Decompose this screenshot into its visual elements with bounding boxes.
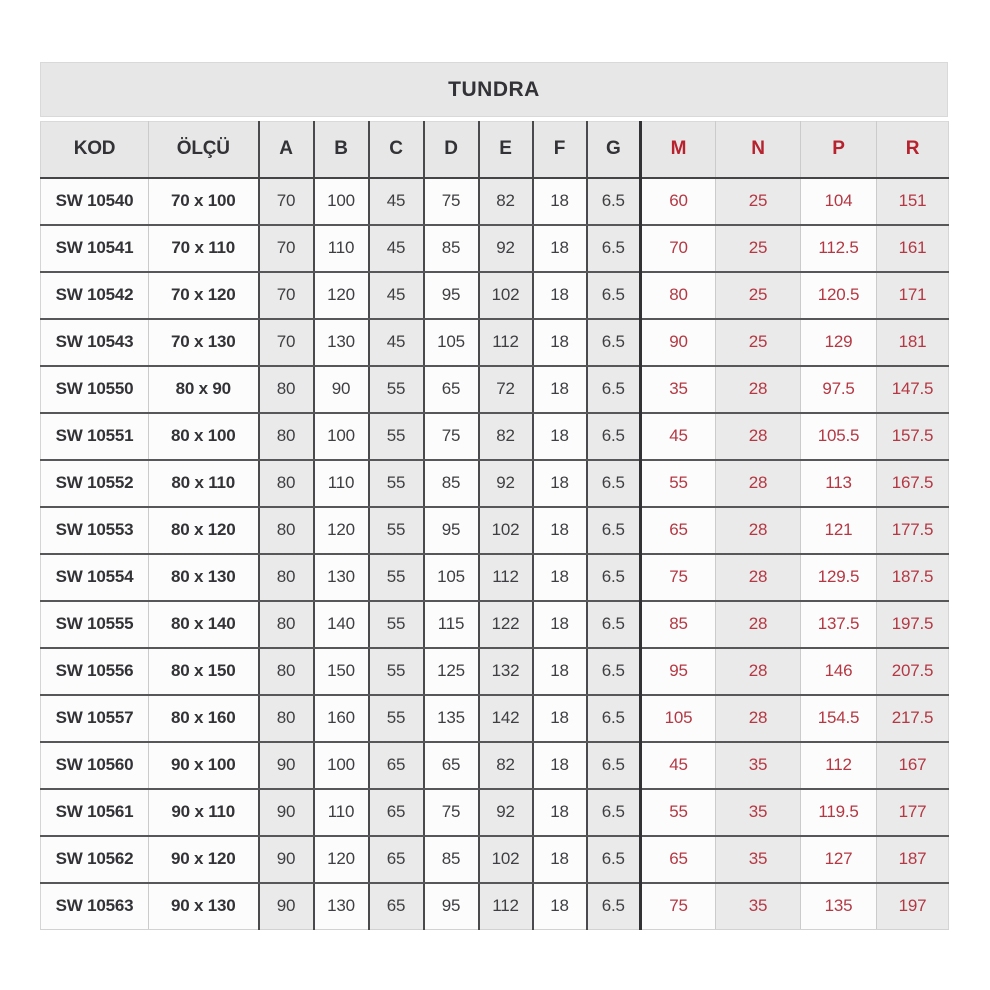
cell-e: 112 xyxy=(479,554,533,601)
cell-r: 187 xyxy=(877,836,949,883)
cell-e: 112 xyxy=(479,883,533,930)
table-row xyxy=(41,554,949,601)
cell-e: 82 xyxy=(479,178,533,225)
cell-n: 28 xyxy=(716,695,801,742)
table-row xyxy=(41,225,949,272)
table-row xyxy=(41,413,949,460)
cell-d: 75 xyxy=(424,413,479,460)
cell-kod: SW 10550 xyxy=(41,366,149,413)
cell-d: 115 xyxy=(424,601,479,648)
cell-d: 85 xyxy=(424,225,479,272)
cell-b: 160 xyxy=(314,695,369,742)
cell-r: 161 xyxy=(877,225,949,272)
cell-n: 35 xyxy=(716,836,801,883)
cell-olcu: 70 x 130 xyxy=(149,319,259,366)
cell-d: 65 xyxy=(424,742,479,789)
cell-m: 65 xyxy=(641,836,716,883)
cell-olcu: 70 x 120 xyxy=(149,272,259,319)
cell-m: 60 xyxy=(641,178,716,225)
cell-g: 6.5 xyxy=(587,695,641,742)
cell-p: 146 xyxy=(801,648,877,695)
cell-b: 110 xyxy=(314,225,369,272)
cell-p: 112.5 xyxy=(801,225,877,272)
cell-f: 18 xyxy=(533,883,587,930)
cell-f: 18 xyxy=(533,178,587,225)
table-row xyxy=(41,319,949,366)
cell-c: 65 xyxy=(369,836,424,883)
cell-a: 80 xyxy=(259,366,314,413)
spec-table-container xyxy=(40,62,948,930)
cell-r: 167.5 xyxy=(877,460,949,507)
cell-g: 6.5 xyxy=(587,413,641,460)
cell-m: 35 xyxy=(641,366,716,413)
header-row xyxy=(41,122,949,178)
cell-g: 6.5 xyxy=(587,178,641,225)
table-row xyxy=(41,789,949,836)
cell-a: 90 xyxy=(259,836,314,883)
cell-b: 110 xyxy=(314,460,369,507)
cell-d: 75 xyxy=(424,789,479,836)
cell-kod: SW 10540 xyxy=(41,178,149,225)
cell-olcu: 80 x 150 xyxy=(149,648,259,695)
cell-m: 55 xyxy=(641,789,716,836)
cell-d: 75 xyxy=(424,178,479,225)
cell-c: 45 xyxy=(369,178,424,225)
cell-r: 151 xyxy=(877,178,949,225)
cell-c: 45 xyxy=(369,272,424,319)
cell-d: 125 xyxy=(424,648,479,695)
cell-e: 112 xyxy=(479,319,533,366)
cell-b: 100 xyxy=(314,413,369,460)
table-row xyxy=(41,883,949,930)
cell-e: 122 xyxy=(479,601,533,648)
cell-n: 35 xyxy=(716,789,801,836)
cell-a: 70 xyxy=(259,272,314,319)
cell-r: 147.5 xyxy=(877,366,949,413)
cell-n: 25 xyxy=(716,272,801,319)
cell-b: 130 xyxy=(314,554,369,601)
cell-c: 55 xyxy=(369,366,424,413)
cell-f: 18 xyxy=(533,272,587,319)
cell-kod: SW 10561 xyxy=(41,789,149,836)
cell-r: 217.5 xyxy=(877,695,949,742)
cell-f: 18 xyxy=(533,601,587,648)
cell-p: 105.5 xyxy=(801,413,877,460)
cell-kod: SW 10560 xyxy=(41,742,149,789)
cell-a: 80 xyxy=(259,460,314,507)
cell-f: 18 xyxy=(533,554,587,601)
cell-m: 85 xyxy=(641,601,716,648)
cell-d: 85 xyxy=(424,460,479,507)
cell-a: 90 xyxy=(259,742,314,789)
table-row xyxy=(41,695,949,742)
cell-c: 55 xyxy=(369,554,424,601)
column-header-kod: KOD xyxy=(41,122,149,178)
cell-olcu: 80 x 140 xyxy=(149,601,259,648)
table-row xyxy=(41,507,949,554)
cell-p: 137.5 xyxy=(801,601,877,648)
cell-olcu: 90 x 110 xyxy=(149,789,259,836)
cell-olcu: 80 x 110 xyxy=(149,460,259,507)
cell-n: 25 xyxy=(716,178,801,225)
cell-kod: SW 10556 xyxy=(41,648,149,695)
cell-g: 6.5 xyxy=(587,554,641,601)
cell-g: 6.5 xyxy=(587,225,641,272)
cell-n: 28 xyxy=(716,413,801,460)
cell-g: 6.5 xyxy=(587,601,641,648)
cell-olcu: 80 x 90 xyxy=(149,366,259,413)
cell-r: 177 xyxy=(877,789,949,836)
cell-g: 6.5 xyxy=(587,460,641,507)
cell-c: 65 xyxy=(369,742,424,789)
column-header-e: E xyxy=(479,122,533,178)
cell-c: 65 xyxy=(369,883,424,930)
table-row xyxy=(41,178,949,225)
cell-b: 120 xyxy=(314,836,369,883)
cell-d: 105 xyxy=(424,319,479,366)
table-row xyxy=(41,601,949,648)
cell-e: 82 xyxy=(479,742,533,789)
cell-olcu: 80 x 120 xyxy=(149,507,259,554)
cell-d: 95 xyxy=(424,507,479,554)
column-header-b: B xyxy=(314,122,369,178)
cell-kod: SW 10562 xyxy=(41,836,149,883)
cell-c: 55 xyxy=(369,507,424,554)
cell-e: 102 xyxy=(479,836,533,883)
cell-b: 150 xyxy=(314,648,369,695)
cell-f: 18 xyxy=(533,836,587,883)
cell-kod: SW 10553 xyxy=(41,507,149,554)
table-row xyxy=(41,272,949,319)
table-row xyxy=(41,836,949,883)
cell-a: 80 xyxy=(259,507,314,554)
cell-d: 95 xyxy=(424,883,479,930)
table-title: TUNDRA xyxy=(40,62,948,117)
cell-b: 130 xyxy=(314,883,369,930)
cell-e: 142 xyxy=(479,695,533,742)
cell-m: 105 xyxy=(641,695,716,742)
cell-f: 18 xyxy=(533,413,587,460)
cell-olcu: 80 x 130 xyxy=(149,554,259,601)
cell-b: 140 xyxy=(314,601,369,648)
cell-r: 207.5 xyxy=(877,648,949,695)
cell-n: 35 xyxy=(716,742,801,789)
cell-m: 95 xyxy=(641,648,716,695)
cell-olcu: 90 x 130 xyxy=(149,883,259,930)
cell-r: 187.5 xyxy=(877,554,949,601)
cell-a: 70 xyxy=(259,178,314,225)
cell-e: 102 xyxy=(479,507,533,554)
cell-a: 90 xyxy=(259,789,314,836)
cell-e: 132 xyxy=(479,648,533,695)
cell-r: 197.5 xyxy=(877,601,949,648)
cell-r: 167 xyxy=(877,742,949,789)
cell-m: 65 xyxy=(641,507,716,554)
cell-c: 55 xyxy=(369,648,424,695)
cell-g: 6.5 xyxy=(587,507,641,554)
cell-f: 18 xyxy=(533,460,587,507)
cell-f: 18 xyxy=(533,225,587,272)
cell-olcu: 80 x 160 xyxy=(149,695,259,742)
cell-olcu: 90 x 100 xyxy=(149,742,259,789)
table-row xyxy=(41,648,949,695)
cell-n: 28 xyxy=(716,601,801,648)
table-row xyxy=(41,366,949,413)
column-header-g: G xyxy=(587,122,641,178)
cell-n: 28 xyxy=(716,460,801,507)
cell-b: 90 xyxy=(314,366,369,413)
cell-r: 197 xyxy=(877,883,949,930)
cell-e: 102 xyxy=(479,272,533,319)
cell-r: 177.5 xyxy=(877,507,949,554)
column-header-m: M xyxy=(641,122,716,178)
table-header xyxy=(41,122,949,178)
column-header-a: A xyxy=(259,122,314,178)
cell-r: 171 xyxy=(877,272,949,319)
cell-p: 113 xyxy=(801,460,877,507)
cell-c: 45 xyxy=(369,319,424,366)
cell-c: 65 xyxy=(369,789,424,836)
cell-g: 6.5 xyxy=(587,789,641,836)
cell-e: 92 xyxy=(479,789,533,836)
cell-b: 130 xyxy=(314,319,369,366)
cell-p: 154.5 xyxy=(801,695,877,742)
cell-g: 6.5 xyxy=(587,883,641,930)
cell-p: 104 xyxy=(801,178,877,225)
column-header-r: R xyxy=(877,122,949,178)
cell-e: 72 xyxy=(479,366,533,413)
cell-d: 105 xyxy=(424,554,479,601)
cell-n: 25 xyxy=(716,319,801,366)
cell-a: 80 xyxy=(259,601,314,648)
column-header-n: N xyxy=(716,122,801,178)
cell-m: 80 xyxy=(641,272,716,319)
cell-c: 45 xyxy=(369,225,424,272)
cell-e: 82 xyxy=(479,413,533,460)
cell-d: 65 xyxy=(424,366,479,413)
cell-p: 121 xyxy=(801,507,877,554)
cell-kod: SW 10552 xyxy=(41,460,149,507)
cell-m: 45 xyxy=(641,742,716,789)
cell-olcu: 90 x 120 xyxy=(149,836,259,883)
column-header-c: C xyxy=(369,122,424,178)
cell-f: 18 xyxy=(533,695,587,742)
cell-m: 45 xyxy=(641,413,716,460)
cell-f: 18 xyxy=(533,319,587,366)
cell-r: 181 xyxy=(877,319,949,366)
cell-b: 120 xyxy=(314,272,369,319)
cell-m: 90 xyxy=(641,319,716,366)
cell-p: 127 xyxy=(801,836,877,883)
cell-n: 25 xyxy=(716,225,801,272)
cell-b: 120 xyxy=(314,507,369,554)
cell-n: 28 xyxy=(716,554,801,601)
cell-b: 110 xyxy=(314,789,369,836)
cell-a: 80 xyxy=(259,554,314,601)
cell-n: 28 xyxy=(716,648,801,695)
cell-g: 6.5 xyxy=(587,742,641,789)
cell-p: 97.5 xyxy=(801,366,877,413)
cell-f: 18 xyxy=(533,742,587,789)
cell-m: 55 xyxy=(641,460,716,507)
cell-g: 6.5 xyxy=(587,272,641,319)
cell-b: 100 xyxy=(314,178,369,225)
cell-c: 55 xyxy=(369,601,424,648)
cell-kod: SW 10542 xyxy=(41,272,149,319)
cell-f: 18 xyxy=(533,789,587,836)
cell-kod: SW 10554 xyxy=(41,554,149,601)
cell-c: 55 xyxy=(369,413,424,460)
cell-kod: SW 10555 xyxy=(41,601,149,648)
column-header-d: D xyxy=(424,122,479,178)
cell-a: 80 xyxy=(259,648,314,695)
cell-a: 70 xyxy=(259,319,314,366)
cell-d: 85 xyxy=(424,836,479,883)
cell-g: 6.5 xyxy=(587,366,641,413)
cell-d: 95 xyxy=(424,272,479,319)
cell-olcu: 70 x 100 xyxy=(149,178,259,225)
cell-p: 129 xyxy=(801,319,877,366)
cell-kod: SW 10541 xyxy=(41,225,149,272)
cell-e: 92 xyxy=(479,460,533,507)
spec-table xyxy=(40,121,949,930)
cell-r: 157.5 xyxy=(877,413,949,460)
cell-p: 129.5 xyxy=(801,554,877,601)
cell-c: 55 xyxy=(369,460,424,507)
cell-c: 55 xyxy=(369,695,424,742)
cell-n: 35 xyxy=(716,883,801,930)
cell-olcu: 70 x 110 xyxy=(149,225,259,272)
cell-p: 119.5 xyxy=(801,789,877,836)
cell-kod: SW 10563 xyxy=(41,883,149,930)
cell-g: 6.5 xyxy=(587,836,641,883)
cell-b: 100 xyxy=(314,742,369,789)
cell-f: 18 xyxy=(533,507,587,554)
cell-m: 75 xyxy=(641,554,716,601)
cell-a: 70 xyxy=(259,225,314,272)
cell-a: 80 xyxy=(259,413,314,460)
table-row xyxy=(41,460,949,507)
cell-p: 135 xyxy=(801,883,877,930)
cell-p: 112 xyxy=(801,742,877,789)
column-header-p: P xyxy=(801,122,877,178)
cell-kod: SW 10551 xyxy=(41,413,149,460)
cell-e: 92 xyxy=(479,225,533,272)
cell-a: 90 xyxy=(259,883,314,930)
cell-kod: SW 10543 xyxy=(41,319,149,366)
cell-olcu: 80 x 100 xyxy=(149,413,259,460)
cell-a: 80 xyxy=(259,695,314,742)
cell-m: 70 xyxy=(641,225,716,272)
cell-f: 18 xyxy=(533,366,587,413)
cell-n: 28 xyxy=(716,366,801,413)
cell-g: 6.5 xyxy=(587,319,641,366)
cell-kod: SW 10557 xyxy=(41,695,149,742)
column-header-olcu: ÖLÇÜ xyxy=(149,122,259,178)
cell-d: 135 xyxy=(424,695,479,742)
table-body xyxy=(41,178,949,930)
column-header-f: F xyxy=(533,122,587,178)
cell-g: 6.5 xyxy=(587,648,641,695)
table-row xyxy=(41,742,949,789)
cell-m: 75 xyxy=(641,883,716,930)
cell-p: 120.5 xyxy=(801,272,877,319)
cell-f: 18 xyxy=(533,648,587,695)
cell-n: 28 xyxy=(716,507,801,554)
